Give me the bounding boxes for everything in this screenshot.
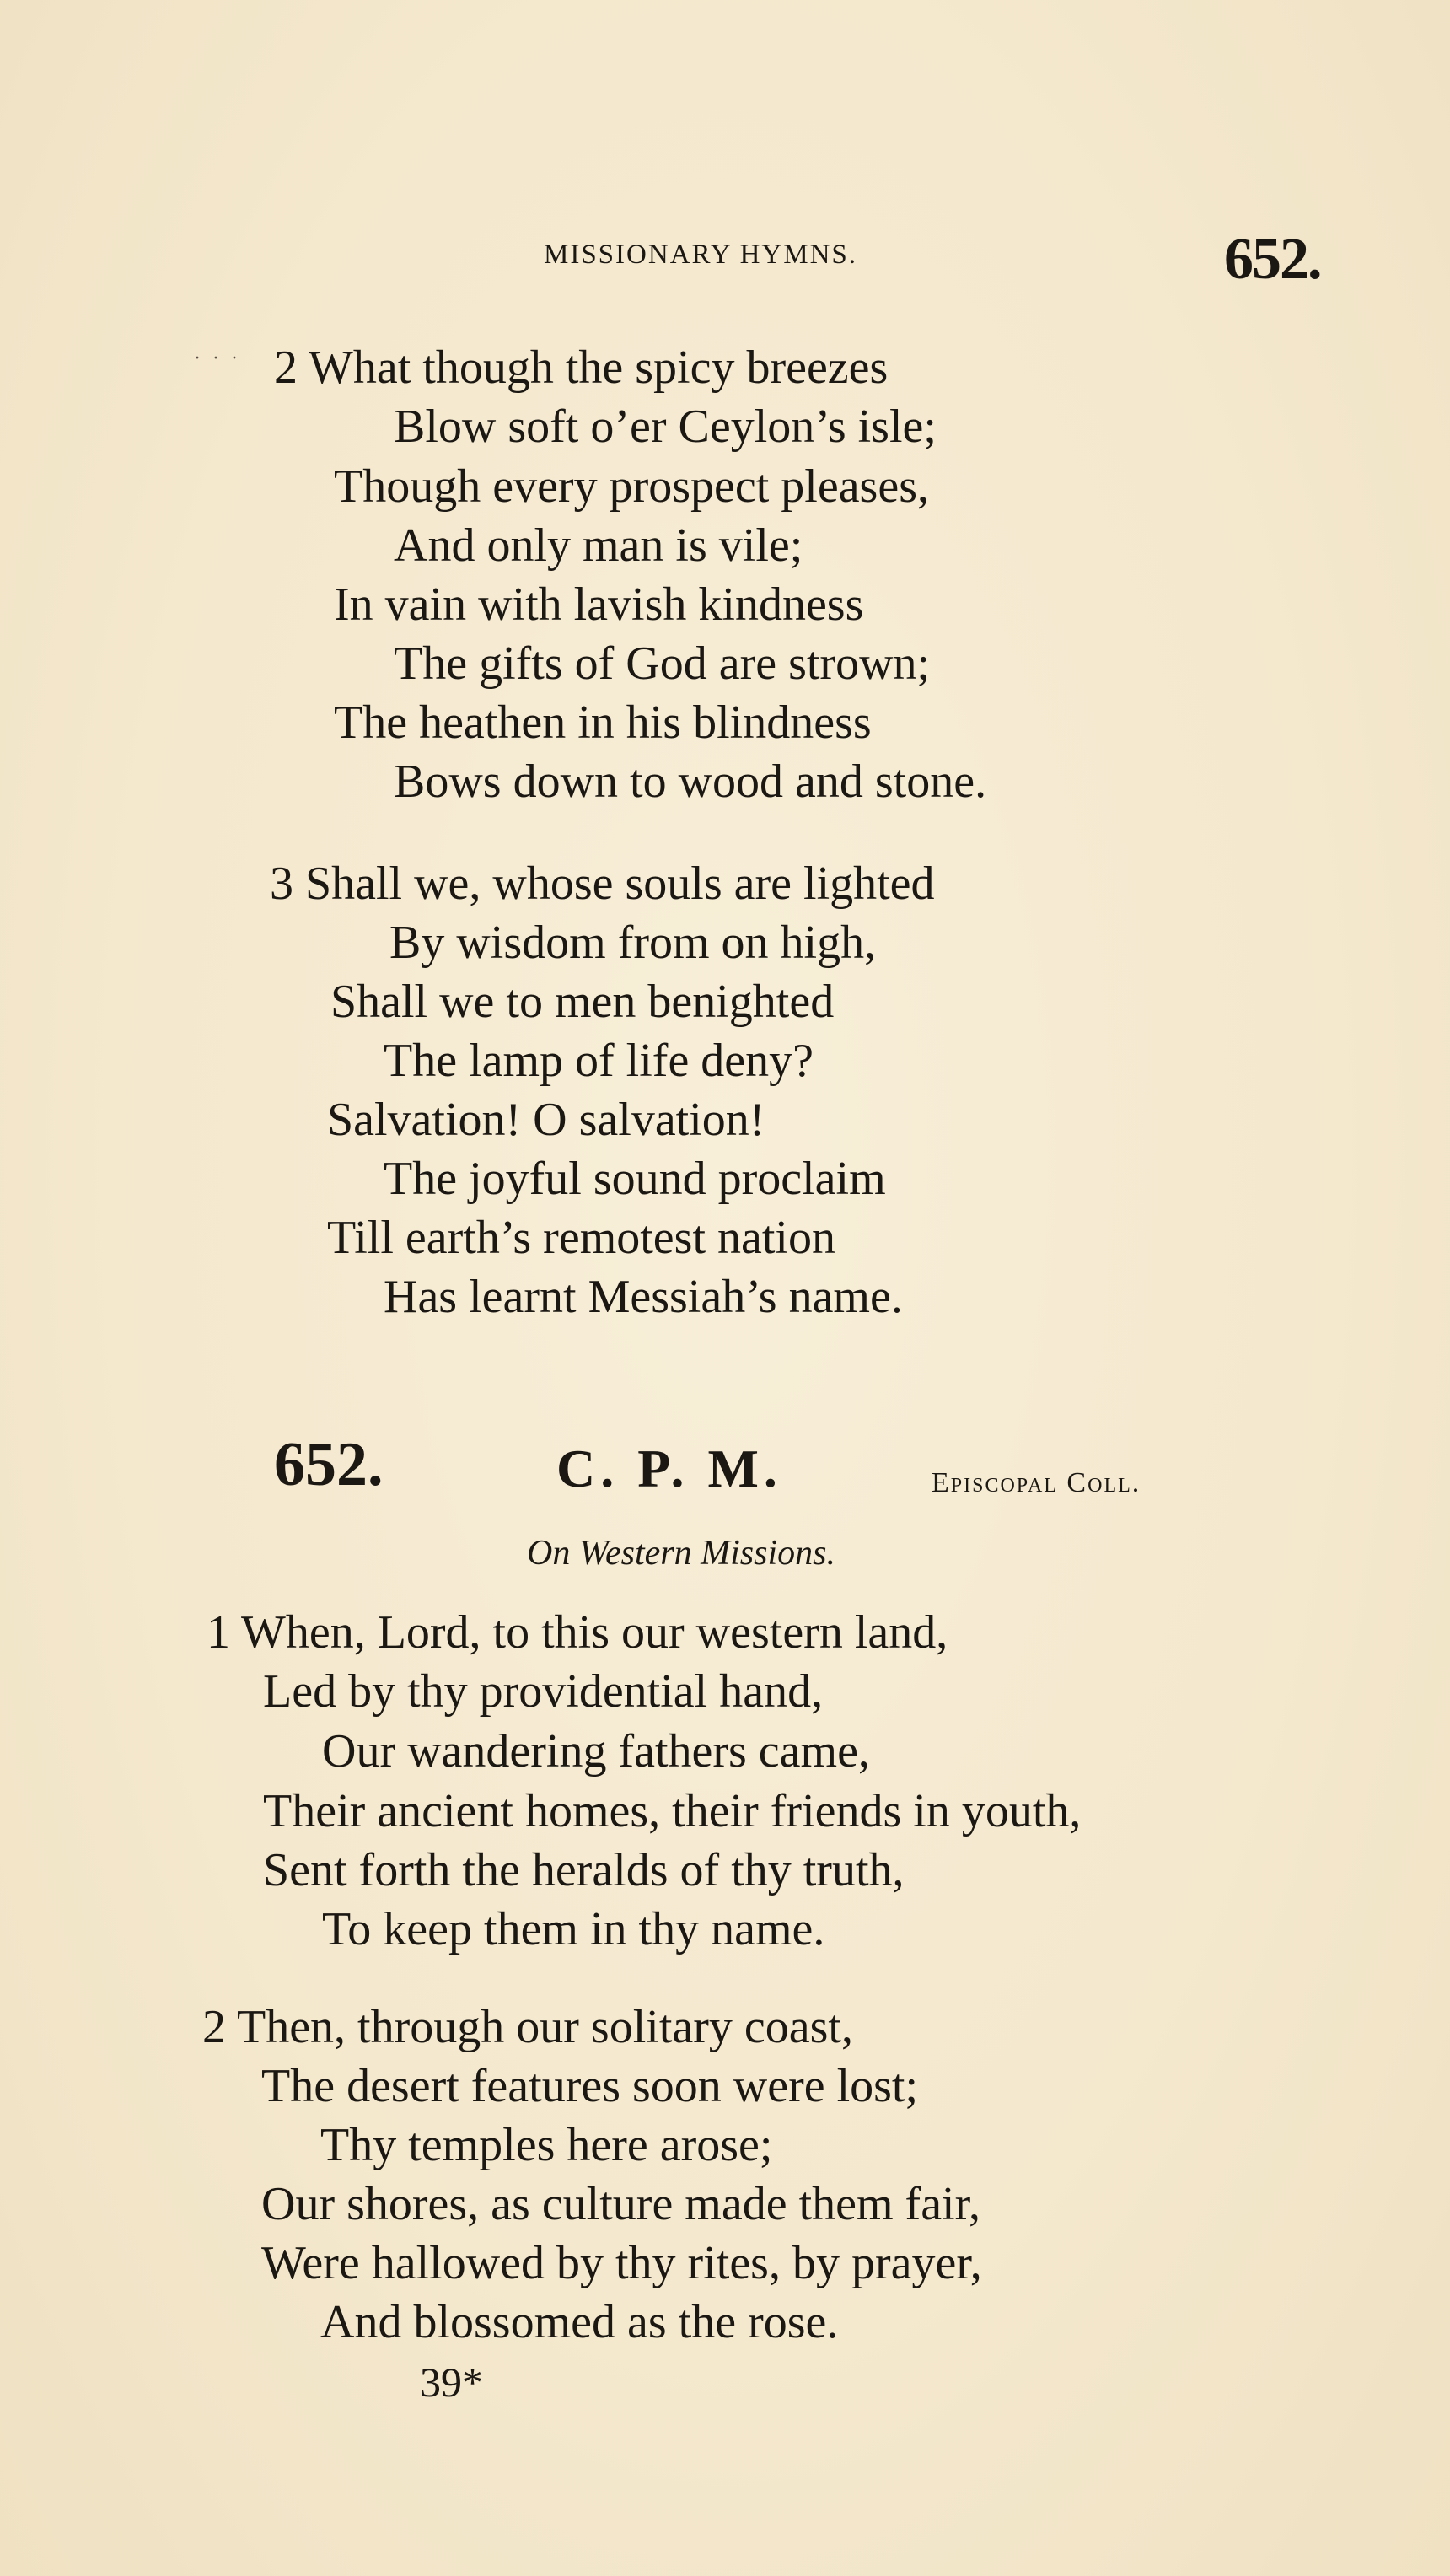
verse-line: Has learnt Messiah’s name. xyxy=(384,1271,903,1323)
signature-mark: 39* xyxy=(420,2358,483,2406)
verse-line: Bows down to wood and stone. xyxy=(394,756,987,808)
verse-line: In vain with lavish kindness xyxy=(334,578,864,631)
verse-line: Blow soft o’er Ceylon’s isle; xyxy=(394,401,937,453)
verse-line: 2 Then, through our solitary coast, xyxy=(202,2001,853,2053)
verse-line: The lamp of life deny? xyxy=(384,1035,814,1087)
hymn-subtitle: On Western Missions. xyxy=(527,1534,835,1573)
verse-line: And only man is vile; xyxy=(394,519,803,572)
verse-line: Till earth’s remotest nation xyxy=(327,1212,835,1264)
verse-line: 3 Shall we, whose souls are lighted xyxy=(270,858,935,910)
hymn-source: Episcopal Coll. xyxy=(932,1467,1141,1498)
hymn-meter: C. P. M. xyxy=(556,1439,782,1498)
margin-mark: · · · xyxy=(194,347,241,369)
verse-line: Our wandering fathers came, xyxy=(322,1725,870,1777)
verse-line: To keep them in thy name. xyxy=(322,1903,825,1955)
verse-line: Though every prospect pleases, xyxy=(334,460,929,513)
verse-line: 2 What though the spicy breezes xyxy=(274,341,889,394)
verse-line: Led by thy providential hand, xyxy=(263,1665,824,1718)
verse-line: Salvation! O salvation! xyxy=(327,1094,765,1146)
verse-line: Shall we to men benighted xyxy=(330,976,835,1028)
verse-line: Were hallowed by thy rites, by prayer, xyxy=(261,2237,982,2289)
page-number: 652. xyxy=(1224,227,1321,292)
hymn-number: 652. xyxy=(274,1430,384,1499)
verse-line: Our shores, as culture made them fair, xyxy=(261,2178,981,2230)
verse-line: 1 When, Lord, to this our western land, xyxy=(207,1606,948,1659)
verse-line: Their ancient homes, their friends in youth, xyxy=(263,1785,1082,1837)
verse-line: The joyful sound proclaim xyxy=(384,1153,886,1205)
verse-line: The heathen in his blindness xyxy=(334,696,872,749)
verse-line: And blossomed as the rose. xyxy=(320,2296,839,2348)
verse-line: The desert features soon were lost; xyxy=(261,2060,919,2112)
verse-line: The gifts of God are strown; xyxy=(394,637,931,690)
verse-line: Sent forth the heralds of thy truth, xyxy=(263,1844,905,1896)
running-header-title: MISSIONARY HYMNS. xyxy=(544,239,858,270)
verse-line: By wisdom from on high, xyxy=(389,917,877,969)
verse-line: Thy temples here arose; xyxy=(320,2119,773,2171)
